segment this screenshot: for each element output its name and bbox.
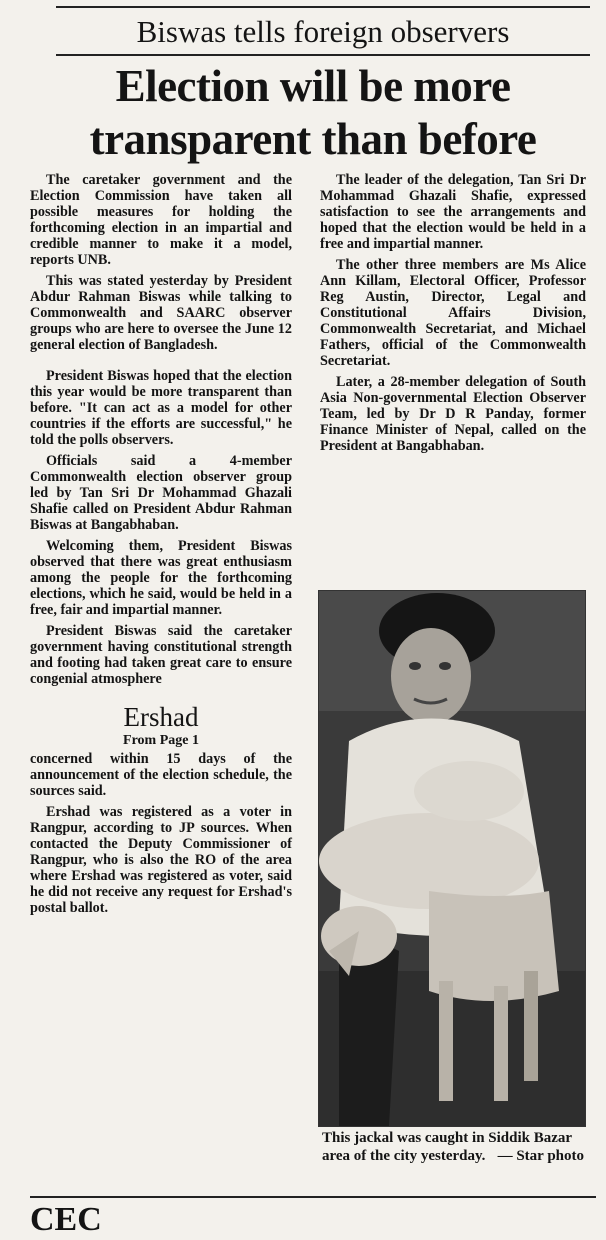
body-paragraph: Officials said a 4-member Commonwealth election observer group led by Tan Sri Dr Mohammad Ghazali Shafie called on President Abdur Rahman Biswas at Bangabhaban. (30, 453, 292, 533)
jackal-photo-image (319, 591, 585, 1126)
top-rule (56, 6, 590, 8)
continuation-from-page: From Page 1 (123, 733, 199, 748)
body-paragraph: President Biswas said the caretaker government having constitutional strength and footing had taken great care to ensure congenial atmosphere (30, 623, 292, 687)
body-paragraph: Welcoming them, President Biswas observed that there was great enthusiasm among the people for the forthcoming elections, which he said, would be held in a free, fair and impartial manner. (30, 538, 292, 618)
body-paragraph: The leader of the delegation, Tan Sri Dr Mohammad Ghazali Shafie, expressed satisfaction to see the arrangements and hoped that the election would be held in a free and impartial manner. (320, 172, 586, 252)
body-paragraph: President Biswas hoped that the election this year would be more transparent than before. "It can act as a model for other countries if the efforts are successful," he told the polls observers. (30, 368, 292, 448)
news-photo (318, 590, 586, 1127)
headline-line-1: Election will be more (115, 61, 511, 111)
next-story-headline-fragment: CEC (30, 1201, 102, 1238)
continuation-heading: Ershad (123, 702, 199, 732)
body-paragraph: The other three members are Ms Alice Ann Killam, Electoral Officer, Professor Reg Austin, Director, Legal and Constitutional Affairs Division, Commonwealth Secretariat, and Michael Fathers, official of the Commonwealth Secretariat. (320, 257, 586, 369)
headline-line-2: transparent than before (89, 114, 537, 164)
article-headline (30, 60, 596, 166)
body-paragraph: This was stated yesterday by President Abdur Rahman Biswas while talking to Commonwealth and SAARC observer groups who are here to oversee the June 12 general election of Bangladesh. (30, 273, 292, 353)
continuation-paragraph: concerned within 15 days of the announcement of the election schedule, the sources said. (30, 751, 292, 799)
left-column (30, 172, 292, 921)
photo-credit: — Star photo (497, 1148, 584, 1164)
right-column (320, 172, 586, 459)
photo-caption (322, 1129, 584, 1165)
article-kicker: Biswas tells foreign observers (56, 10, 590, 56)
body-paragraph: Later, a 28-member delegation of South Asia Non-governmental Election Observer Team, led by Dr D R Panday, former Finance Minister of Nepal, called on the President at Bangabhaban. (320, 374, 586, 454)
body-paragraph: The caretaker government and the Election Commission have taken all possible measures for holding the forthcoming election in an impartial and credible manner to make it a model, reports UNB. (30, 172, 292, 268)
caption-text: This jackal was caught in Siddik Bazar area of the city yesterday. (322, 1130, 572, 1164)
continuation-paragraph: Ershad was registered as a voter in Rangpur, according to JP sources. When contacted the Deputy Commissioner of Rangpur, who is also the RO of the area where Ershad was registered as voter, said he did not receive any request for Ershad's postal ballot. (30, 804, 292, 916)
bottom-rule (30, 1196, 596, 1198)
